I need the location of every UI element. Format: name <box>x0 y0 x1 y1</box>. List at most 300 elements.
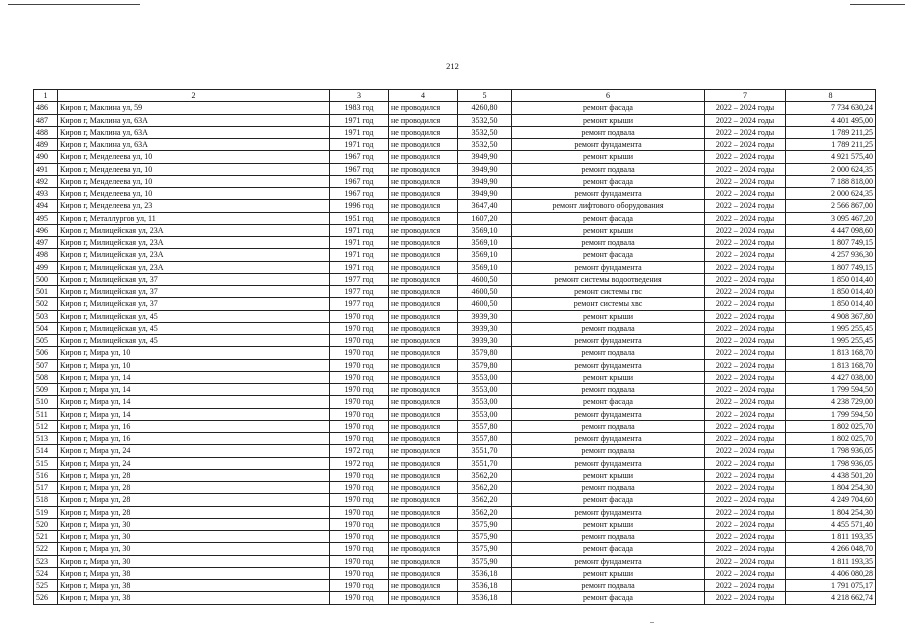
row-number-cell: 498 <box>34 249 58 261</box>
cost-cell: 4 427 038,00 <box>786 371 876 383</box>
table-row <box>34 457 876 469</box>
cost-cell: 1 807 749,15 <box>786 261 876 273</box>
work-type-cell: ремонт системы гвс <box>512 286 705 298</box>
address-cell: Киров г, Милицейская ул, 45 <box>58 310 330 322</box>
year-built-cell: 1970 год <box>330 494 389 506</box>
period-cell: 2022 – 2024 годы <box>705 408 786 420</box>
period-cell: 2022 – 2024 годы <box>705 396 786 408</box>
cost-cell: 4 238 729,00 <box>786 396 876 408</box>
cost-cell: 1 804 254,30 <box>786 482 876 494</box>
area-cell: 3939,30 <box>458 335 512 347</box>
work-type-cell: ремонт крыши <box>512 518 705 530</box>
year-built-cell: 1970 год <box>330 322 389 334</box>
period-cell: 2022 – 2024 годы <box>705 298 786 310</box>
year-built-cell: 1983 год <box>330 102 389 114</box>
year-built-cell: 1951 год <box>330 212 389 224</box>
cost-cell: 4 257 936,30 <box>786 249 876 261</box>
table-row <box>34 310 876 322</box>
period-cell: 2022 – 2024 годы <box>705 531 786 543</box>
top-rule-right <box>850 4 905 5</box>
year-built-cell: 1970 год <box>330 310 389 322</box>
address-cell: Киров г, Мира ул, 28 <box>58 469 330 481</box>
year-built-cell: 1970 год <box>330 347 389 359</box>
work-type-cell: ремонт подвала <box>512 420 705 432</box>
work-type-cell: ремонт подвала <box>512 482 705 494</box>
page-number: 212 <box>446 61 459 71</box>
cost-cell: 1 807 749,15 <box>786 237 876 249</box>
cost-cell: 4 266 048,70 <box>786 543 876 555</box>
address-cell: Киров г, Милицейская ул, 23А <box>58 261 330 273</box>
address-cell: Киров г, Мира ул, 10 <box>58 359 330 371</box>
area-cell: 3575,90 <box>458 518 512 530</box>
row-number-cell: 524 <box>34 567 58 579</box>
table-row <box>34 139 876 151</box>
year-built-cell: 1970 год <box>330 396 389 408</box>
address-cell: Киров г, Менделеева ул, 23 <box>58 200 330 212</box>
address-cell: Киров г, Менделеева ул, 10 <box>58 163 330 175</box>
row-number-cell: 492 <box>34 175 58 187</box>
table-row <box>34 335 876 347</box>
period-cell: 2022 – 2024 годы <box>705 555 786 567</box>
cost-cell: 1 798 936,05 <box>786 445 876 457</box>
address-cell: Киров г, Мира ул, 16 <box>58 420 330 432</box>
area-cell: 3557,80 <box>458 420 512 432</box>
table-row <box>34 518 876 530</box>
cost-cell: 1 789 211,25 <box>786 126 876 138</box>
year-built-cell: 1970 год <box>330 433 389 445</box>
row-number-cell: 500 <box>34 273 58 285</box>
year-built-cell: 1970 год <box>330 384 389 396</box>
work-type-cell: ремонт лифтового оборудования <box>512 200 705 212</box>
period-cell: 2022 – 2024 годы <box>705 102 786 114</box>
period-cell: 2022 – 2024 годы <box>705 359 786 371</box>
last-repair-cell: не проводился <box>389 200 458 212</box>
row-number-cell: 525 <box>34 580 58 592</box>
work-type-cell: ремонт фасада <box>512 592 705 604</box>
cost-cell: 7 734 630,24 <box>786 102 876 114</box>
address-cell: Киров г, Маклина ул, 63А <box>58 139 330 151</box>
period-cell: 2022 – 2024 годы <box>705 151 786 163</box>
address-cell: Киров г, Милицейская ул, 45 <box>58 322 330 334</box>
table-row <box>34 126 876 138</box>
work-type-cell: ремонт фундамента <box>512 188 705 200</box>
year-built-cell: 1971 год <box>330 224 389 236</box>
year-built-cell: 1972 год <box>330 457 389 469</box>
table-row <box>34 322 876 334</box>
cost-cell: 4 401 495,00 <box>786 114 876 126</box>
year-built-cell: 1970 год <box>330 518 389 530</box>
row-number-cell: 502 <box>34 298 58 310</box>
address-cell: Киров г, Мира ул, 28 <box>58 506 330 518</box>
work-type-cell: ремонт фасада <box>512 494 705 506</box>
year-built-cell: 1971 год <box>330 139 389 151</box>
work-type-cell: ремонт фасада <box>512 543 705 555</box>
year-built-cell: 1970 год <box>330 359 389 371</box>
last-repair-cell: не проводился <box>389 126 458 138</box>
work-type-cell: ремонт крыши <box>512 310 705 322</box>
period-cell: 2022 – 2024 годы <box>705 335 786 347</box>
row-number-cell: 503 <box>34 310 58 322</box>
address-cell: Киров г, Металлургов ул, 11 <box>58 212 330 224</box>
address-cell: Киров г, Мира ул, 14 <box>58 396 330 408</box>
area-cell: 3562,20 <box>458 482 512 494</box>
last-repair-cell: не проводился <box>389 102 458 114</box>
address-cell: Киров г, Мира ул, 16 <box>58 433 330 445</box>
work-type-cell: ремонт системы хвс <box>512 298 705 310</box>
address-cell: Киров г, Мира ул, 28 <box>58 482 330 494</box>
address-cell: Киров г, Мира ул, 30 <box>58 531 330 543</box>
column-header: 8 <box>786 90 876 102</box>
row-number-cell: 497 <box>34 237 58 249</box>
address-cell: Киров г, Милицейская ул, 37 <box>58 273 330 285</box>
column-header: 1 <box>34 90 58 102</box>
address-cell: Киров г, Мира ул, 30 <box>58 518 330 530</box>
column-number-row <box>34 90 876 102</box>
last-repair-cell: не проводился <box>389 175 458 187</box>
table-row <box>34 469 876 481</box>
year-built-cell: 1971 год <box>330 249 389 261</box>
cost-cell: 1 789 211,25 <box>786 139 876 151</box>
address-cell: Киров г, Мира ул, 38 <box>58 592 330 604</box>
table-row <box>34 188 876 200</box>
area-cell: 3532,50 <box>458 139 512 151</box>
area-cell: 3553,00 <box>458 371 512 383</box>
work-type-cell: ремонт крыши <box>512 567 705 579</box>
row-number-cell: 526 <box>34 592 58 604</box>
address-cell: Киров г, Милицейская ул, 37 <box>58 286 330 298</box>
work-type-cell: ремонт подвала <box>512 237 705 249</box>
table-row <box>34 224 876 236</box>
period-cell: 2022 – 2024 годы <box>705 567 786 579</box>
area-cell: 4260,80 <box>458 102 512 114</box>
table-row <box>34 531 876 543</box>
year-built-cell: 1996 год <box>330 200 389 212</box>
address-cell: Киров г, Маклина ул, 63А <box>58 114 330 126</box>
last-repair-cell: не проводился <box>389 237 458 249</box>
work-type-cell: ремонт фундамента <box>512 139 705 151</box>
period-cell: 2022 – 2024 годы <box>705 580 786 592</box>
cost-cell: 4 438 501,20 <box>786 469 876 481</box>
year-built-cell: 1970 год <box>330 567 389 579</box>
cost-cell: 1 799 594,50 <box>786 384 876 396</box>
cost-cell: 1 850 014,40 <box>786 298 876 310</box>
last-repair-cell: не проводился <box>389 482 458 494</box>
period-cell: 2022 – 2024 годы <box>705 188 786 200</box>
row-number-cell: 511 <box>34 408 58 420</box>
period-cell: 2022 – 2024 годы <box>705 482 786 494</box>
period-cell: 2022 – 2024 годы <box>705 371 786 383</box>
work-type-cell: ремонт фундамента <box>512 261 705 273</box>
table-row <box>34 261 876 273</box>
address-cell: Киров г, Мира ул, 14 <box>58 384 330 396</box>
last-repair-cell: не проводился <box>389 567 458 579</box>
last-repair-cell: не проводился <box>389 114 458 126</box>
period-cell: 2022 – 2024 годы <box>705 261 786 273</box>
area-cell: 3562,20 <box>458 506 512 518</box>
work-type-cell: ремонт фундамента <box>512 335 705 347</box>
table-row <box>34 273 876 285</box>
row-number-cell: 521 <box>34 531 58 543</box>
period-cell: 2022 – 2024 годы <box>705 237 786 249</box>
last-repair-cell: не проводился <box>389 249 458 261</box>
year-built-cell: 1970 год <box>330 482 389 494</box>
year-built-cell: 1970 год <box>330 420 389 432</box>
period-cell: 2022 – 2024 годы <box>705 249 786 261</box>
work-type-cell: ремонт фасада <box>512 396 705 408</box>
area-cell: 3532,50 <box>458 114 512 126</box>
table-row <box>34 237 876 249</box>
last-repair-cell: не проводился <box>389 555 458 567</box>
cost-cell: 2 566 867,00 <box>786 200 876 212</box>
cost-cell: 1 802 025,70 <box>786 433 876 445</box>
row-number-cell: 501 <box>34 286 58 298</box>
last-repair-cell: не проводился <box>389 433 458 445</box>
work-type-cell: ремонт системы водоотведения <box>512 273 705 285</box>
period-cell: 2022 – 2024 годы <box>705 347 786 359</box>
scan-mark <box>650 622 654 623</box>
address-cell: Киров г, Мира ул, 30 <box>58 543 330 555</box>
year-built-cell: 1970 год <box>330 543 389 555</box>
table-row <box>34 114 876 126</box>
period-cell: 2022 – 2024 годы <box>705 469 786 481</box>
year-built-cell: 1971 год <box>330 114 389 126</box>
row-number-cell: 519 <box>34 506 58 518</box>
cost-cell: 4 921 575,40 <box>786 151 876 163</box>
last-repair-cell: не проводился <box>389 273 458 285</box>
area-cell: 4600,50 <box>458 298 512 310</box>
period-cell: 2022 – 2024 годы <box>705 592 786 604</box>
last-repair-cell: не проводился <box>389 151 458 163</box>
table-row <box>34 506 876 518</box>
area-cell: 3536,18 <box>458 567 512 579</box>
address-cell: Киров г, Мира ул, 24 <box>58 457 330 469</box>
last-repair-cell: не проводился <box>389 518 458 530</box>
row-number-cell: 491 <box>34 163 58 175</box>
cost-cell: 4 406 080,28 <box>786 567 876 579</box>
row-number-cell: 523 <box>34 555 58 567</box>
table-row <box>34 580 876 592</box>
cost-cell: 4 455 571,40 <box>786 518 876 530</box>
cost-cell: 1 811 193,35 <box>786 555 876 567</box>
table-row <box>34 212 876 224</box>
table-row <box>34 298 876 310</box>
table-row <box>34 543 876 555</box>
row-number-cell: 488 <box>34 126 58 138</box>
period-cell: 2022 – 2024 годы <box>705 494 786 506</box>
work-type-cell: ремонт фасада <box>512 249 705 261</box>
cost-cell: 7 188 818,00 <box>786 175 876 187</box>
work-type-cell: ремонт крыши <box>512 224 705 236</box>
work-type-cell: ремонт подвала <box>512 445 705 457</box>
column-header: 4 <box>389 90 458 102</box>
address-cell: Киров г, Милицейская ул, 37 <box>58 298 330 310</box>
last-repair-cell: не проводился <box>389 384 458 396</box>
last-repair-cell: не проводился <box>389 224 458 236</box>
area-cell: 3575,90 <box>458 543 512 555</box>
cost-cell: 1 804 254,30 <box>786 506 876 518</box>
row-number-cell: 513 <box>34 433 58 445</box>
work-type-cell: ремонт подвала <box>512 163 705 175</box>
period-cell: 2022 – 2024 годы <box>705 163 786 175</box>
cost-cell: 4 447 098,60 <box>786 224 876 236</box>
row-number-cell: 522 <box>34 543 58 555</box>
row-number-cell: 520 <box>34 518 58 530</box>
area-cell: 3579,80 <box>458 359 512 371</box>
area-cell: 3949,90 <box>458 188 512 200</box>
year-built-cell: 1977 год <box>330 298 389 310</box>
cost-cell: 1 799 594,50 <box>786 408 876 420</box>
table-row <box>34 371 876 383</box>
table-row <box>34 396 876 408</box>
year-built-cell: 1970 год <box>330 506 389 518</box>
year-built-cell: 1970 год <box>330 371 389 383</box>
last-repair-cell: не проводился <box>389 322 458 334</box>
cost-cell: 1 813 168,70 <box>786 347 876 359</box>
last-repair-cell: не проводился <box>389 298 458 310</box>
last-repair-cell: не проводился <box>389 261 458 273</box>
table-row <box>34 555 876 567</box>
last-repair-cell: не проводился <box>389 335 458 347</box>
last-repair-cell: не проводился <box>389 469 458 481</box>
year-built-cell: 1970 год <box>330 555 389 567</box>
work-type-cell: ремонт подвала <box>512 347 705 359</box>
period-cell: 2022 – 2024 годы <box>705 114 786 126</box>
repair-schedule-table <box>33 89 876 605</box>
period-cell: 2022 – 2024 годы <box>705 273 786 285</box>
row-number-cell: 510 <box>34 396 58 408</box>
last-repair-cell: не проводился <box>389 396 458 408</box>
column-header: 6 <box>512 90 705 102</box>
last-repair-cell: не проводился <box>389 139 458 151</box>
period-cell: 2022 – 2024 годы <box>705 310 786 322</box>
table-row <box>34 592 876 604</box>
last-repair-cell: не проводился <box>389 371 458 383</box>
period-cell: 2022 – 2024 годы <box>705 384 786 396</box>
cost-cell: 2 000 624,35 <box>786 163 876 175</box>
address-cell: Киров г, Милицейская ул, 23А <box>58 224 330 236</box>
last-repair-cell: не проводился <box>389 359 458 371</box>
work-type-cell: ремонт подвала <box>512 322 705 334</box>
row-number-cell: 493 <box>34 188 58 200</box>
year-built-cell: 1970 год <box>330 335 389 347</box>
address-cell: Киров г, Маклина ул, 59 <box>58 102 330 114</box>
year-built-cell: 1967 год <box>330 163 389 175</box>
last-repair-cell: не проводился <box>389 592 458 604</box>
address-cell: Киров г, Менделеева ул, 10 <box>58 151 330 163</box>
cost-cell: 1 813 168,70 <box>786 359 876 371</box>
work-type-cell: ремонт фундамента <box>512 506 705 518</box>
area-cell: 3569,10 <box>458 261 512 273</box>
year-built-cell: 1970 год <box>330 531 389 543</box>
table-row <box>34 384 876 396</box>
row-number-cell: 499 <box>34 261 58 273</box>
last-repair-cell: не проводился <box>389 543 458 555</box>
year-built-cell: 1967 год <box>330 175 389 187</box>
year-built-cell: 1970 год <box>330 580 389 592</box>
column-header: 5 <box>458 90 512 102</box>
area-cell: 3553,00 <box>458 384 512 396</box>
year-built-cell: 1967 год <box>330 188 389 200</box>
last-repair-cell: не проводился <box>389 310 458 322</box>
work-type-cell: ремонт фасада <box>512 212 705 224</box>
row-number-cell: 505 <box>34 335 58 347</box>
cost-cell: 1 802 025,70 <box>786 420 876 432</box>
area-cell: 4600,50 <box>458 273 512 285</box>
table-row <box>34 433 876 445</box>
area-cell: 3532,50 <box>458 126 512 138</box>
year-built-cell: 1972 год <box>330 445 389 457</box>
cost-cell: 1 850 014,40 <box>786 286 876 298</box>
period-cell: 2022 – 2024 годы <box>705 286 786 298</box>
row-number-cell: 508 <box>34 371 58 383</box>
area-cell: 3553,00 <box>458 408 512 420</box>
period-cell: 2022 – 2024 годы <box>705 200 786 212</box>
last-repair-cell: не проводился <box>389 286 458 298</box>
address-cell: Киров г, Менделеева ул, 10 <box>58 175 330 187</box>
table-row <box>34 286 876 298</box>
period-cell: 2022 – 2024 годы <box>705 175 786 187</box>
area-cell: 3939,30 <box>458 322 512 334</box>
cost-cell: 1 850 014,40 <box>786 273 876 285</box>
period-cell: 2022 – 2024 годы <box>705 322 786 334</box>
address-cell: Киров г, Маклина ул, 63А <box>58 126 330 138</box>
year-built-cell: 1977 год <box>330 273 389 285</box>
address-cell: Киров г, Мира ул, 24 <box>58 445 330 457</box>
address-cell: Киров г, Милицейская ул, 23А <box>58 237 330 249</box>
last-repair-cell: не проводился <box>389 531 458 543</box>
year-built-cell: 1967 год <box>330 151 389 163</box>
row-number-cell: 489 <box>34 139 58 151</box>
year-built-cell: 1970 год <box>330 469 389 481</box>
work-type-cell: ремонт фундамента <box>512 359 705 371</box>
period-cell: 2022 – 2024 годы <box>705 518 786 530</box>
table-row <box>34 151 876 163</box>
row-number-cell: 494 <box>34 200 58 212</box>
address-cell: Киров г, Мира ул, 14 <box>58 371 330 383</box>
work-type-cell: ремонт крыши <box>512 371 705 383</box>
work-type-cell: ремонт подвала <box>512 126 705 138</box>
top-rule-left <box>8 4 140 5</box>
work-type-cell: ремонт подвала <box>512 384 705 396</box>
period-cell: 2022 – 2024 годы <box>705 445 786 457</box>
table-row <box>34 420 876 432</box>
column-header: 2 <box>58 90 330 102</box>
area-cell: 3575,90 <box>458 531 512 543</box>
cost-cell: 1 791 075,17 <box>786 580 876 592</box>
cost-cell: 3 095 467,20 <box>786 212 876 224</box>
period-cell: 2022 – 2024 годы <box>705 543 786 555</box>
last-repair-cell: не проводился <box>389 457 458 469</box>
year-built-cell: 1970 год <box>330 408 389 420</box>
area-cell: 3949,90 <box>458 175 512 187</box>
area-cell: 3647,40 <box>458 200 512 212</box>
table-row <box>34 445 876 457</box>
cost-cell: 1 995 255,45 <box>786 322 876 334</box>
table-row <box>34 567 876 579</box>
table-row <box>34 494 876 506</box>
area-cell: 3557,80 <box>458 433 512 445</box>
table-row <box>34 482 876 494</box>
address-cell: Киров г, Мира ул, 38 <box>58 567 330 579</box>
area-cell: 3569,10 <box>458 249 512 261</box>
last-repair-cell: не проводился <box>389 188 458 200</box>
row-number-cell: 486 <box>34 102 58 114</box>
row-number-cell: 506 <box>34 347 58 359</box>
cost-cell: 4 908 367,80 <box>786 310 876 322</box>
table-row <box>34 102 876 114</box>
row-number-cell: 517 <box>34 482 58 494</box>
area-cell: 3551,70 <box>458 445 512 457</box>
